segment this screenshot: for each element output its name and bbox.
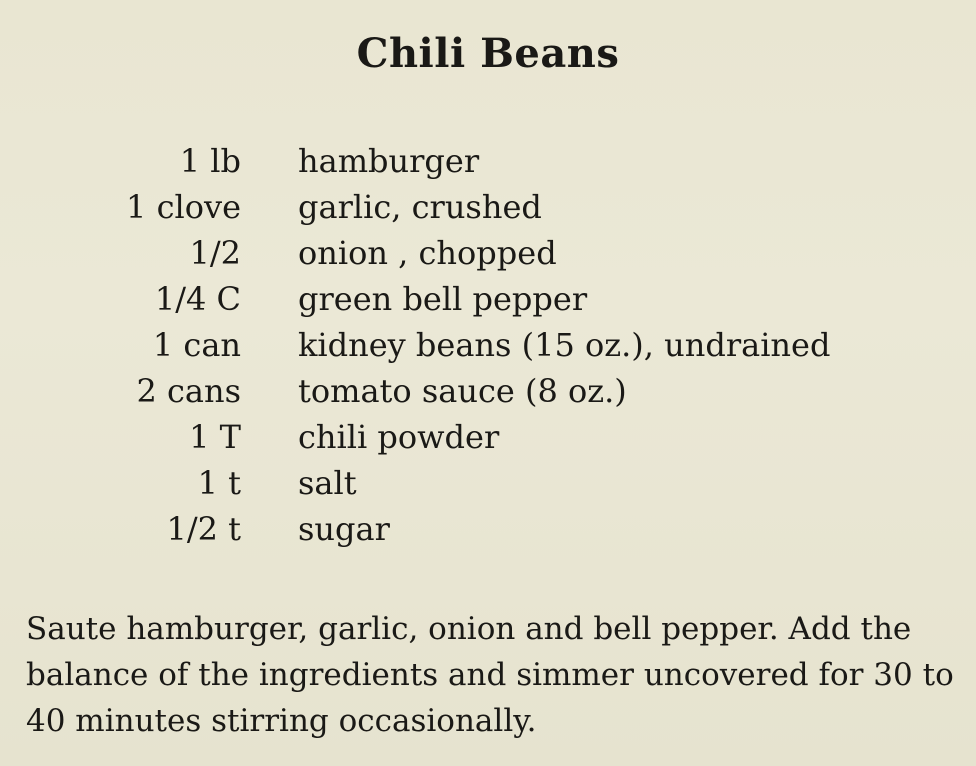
ingredient-quantity: 1 can — [152, 326, 241, 364]
ingredient-row — [0, 506, 976, 552]
ingredient-quantity: 2 cans — [136, 372, 241, 410]
ingredient-quantity: 1 T — [189, 418, 241, 456]
ingredient-name: green bell pepper — [298, 280, 588, 318]
ingredient-row — [0, 368, 976, 414]
ingredient-quantity: 1 t — [197, 464, 241, 502]
recipe-title: Chili Beans — [356, 30, 620, 77]
ingredient-row — [0, 460, 976, 506]
ingredient-quantity: 1 clove — [126, 188, 241, 226]
ingredient-row — [0, 138, 976, 184]
ingredient-row — [0, 414, 976, 460]
ingredient-quantity: 1/2 — [189, 234, 241, 272]
recipe-directions: Saute hamburger, garlic, onion and bell pepper. Add the balance of the ingredients and simmer uncovered for 30 to 40 minutes stirring occasionally. — [26, 611, 954, 739]
ingredient-quantity: 1/4 C — [154, 280, 241, 318]
ingredient-name: garlic, crushed — [298, 188, 542, 226]
ingredient-list — [0, 138, 976, 552]
ingredient-name: onion , chopped — [298, 234, 557, 272]
ingredient-name: tomato sauce (8 oz.) — [298, 372, 627, 410]
ingredient-row — [0, 230, 976, 276]
ingredient-name: chili powder — [298, 418, 500, 456]
ingredient-quantity: 1/2 t — [166, 510, 241, 548]
ingredient-name: sugar — [298, 510, 390, 548]
ingredient-quantity: 1 lb — [179, 142, 241, 180]
ingredient-name: salt — [298, 464, 357, 502]
ingredient-row — [0, 322, 976, 368]
ingredient-row — [0, 276, 976, 322]
ingredient-name: hamburger — [298, 142, 480, 180]
ingredient-row — [0, 184, 976, 230]
ingredient-name: kidney beans (15 oz.), undrained — [298, 326, 831, 364]
